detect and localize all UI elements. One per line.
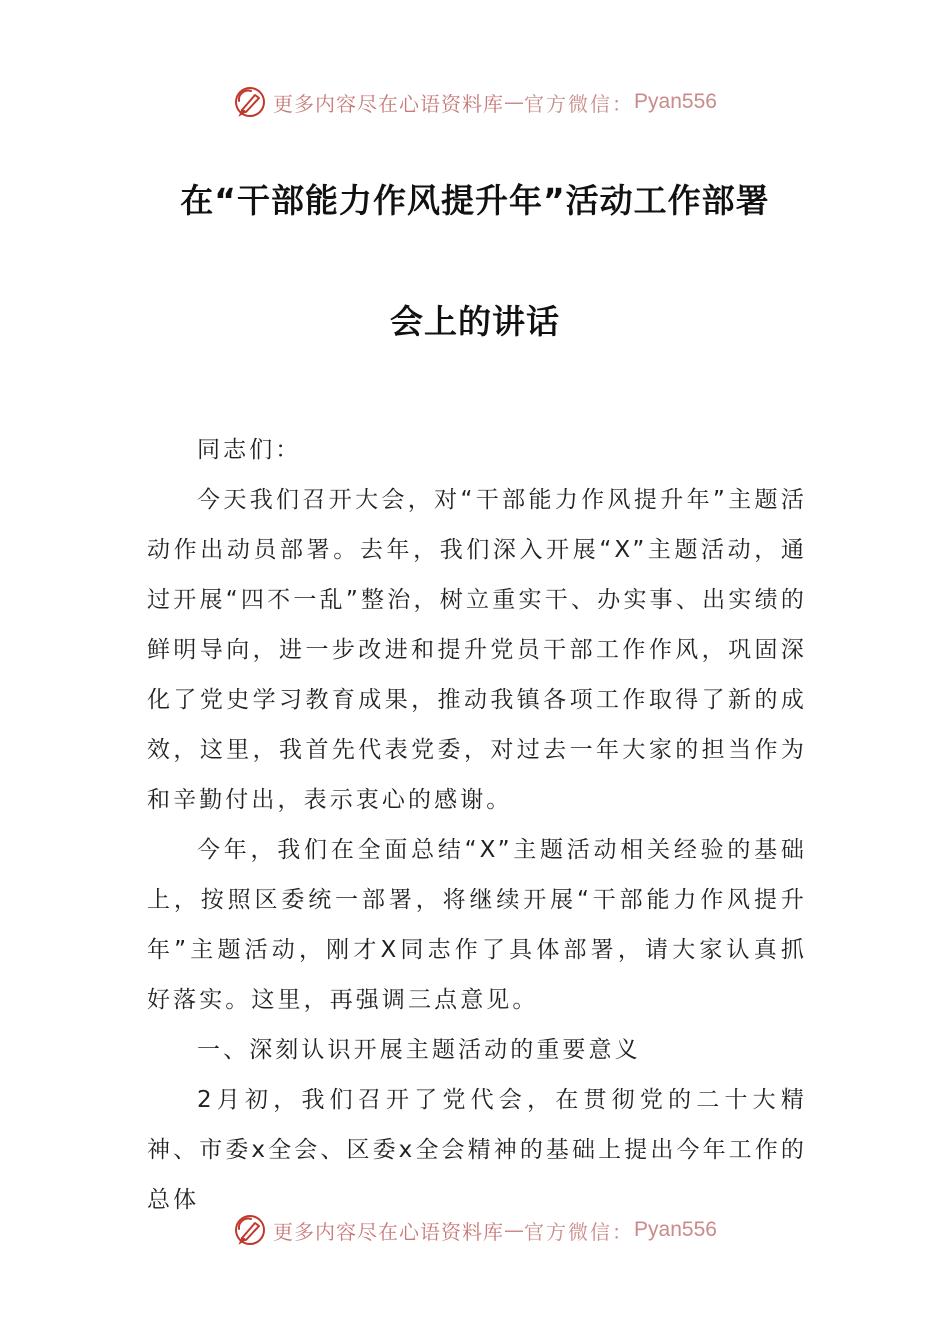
section-heading-1: 一、深刻认识开展主题活动的重要意义 bbox=[197, 1037, 641, 1063]
watermark-wechat-id: Pyan556 bbox=[634, 90, 717, 113]
watermark-dash: — bbox=[504, 1218, 525, 1242]
paragraph-2: 今年，我们在全面总结“X”主题活动相关经验的基础上，按照区委统一部署，将继续开展“干部能力作风提升年”主题活动，刚才X同志作了具体部署，请大家认真抓好落实。这里，再强调三点意见。 bbox=[147, 837, 807, 1013]
watermark-banner-bottom bbox=[0, 1208, 950, 1252]
paragraph-1: 今天我们召开大会，对“干部能力作风提升年”主题活动作出动员部署。去年，我们深入开展“X”主题活动，通过开展“四不一乱”整治，树立重实干、办实事、出实绩的鲜明导向，进一步改进和提升党员干部工作作风，巩固深化了党史学习教育成果，推动我镇各项工作取得了新的成效，这里，我首先代表党委，对过去一年大家的担当作为和辛勤付出，表示衷心的感谢。 bbox=[147, 487, 807, 813]
salutation: 同志们： bbox=[197, 437, 302, 463]
watermark-wechat-label: 官方微信： bbox=[524, 91, 635, 116]
watermark-banner-top bbox=[0, 80, 950, 124]
watermark-dash: — bbox=[504, 90, 525, 114]
pen-nib-logo-icon bbox=[233, 85, 267, 119]
watermark-brand: 更多内容尽在心语资料库 bbox=[273, 1219, 505, 1244]
pen-nib-logo-icon bbox=[233, 1213, 267, 1247]
document-body bbox=[147, 425, 807, 1225]
watermark-wechat-label: 官方微信： bbox=[524, 1219, 635, 1244]
watermark-brand: 更多内容尽在心语资料库 bbox=[273, 91, 505, 116]
document-title-line-1: 在“干部能力作风提升年”活动工作部署 bbox=[180, 181, 770, 220]
paragraph-3: 2月初，我们召开了党代会，在贯彻党的二十大精神、市委x全会、区委x全会精神的基础上提出今年工作的总体 bbox=[147, 1087, 807, 1213]
document-title-line-2: 会上的讲话 bbox=[390, 302, 560, 341]
watermark-wechat-id: Pyan556 bbox=[634, 1218, 717, 1241]
